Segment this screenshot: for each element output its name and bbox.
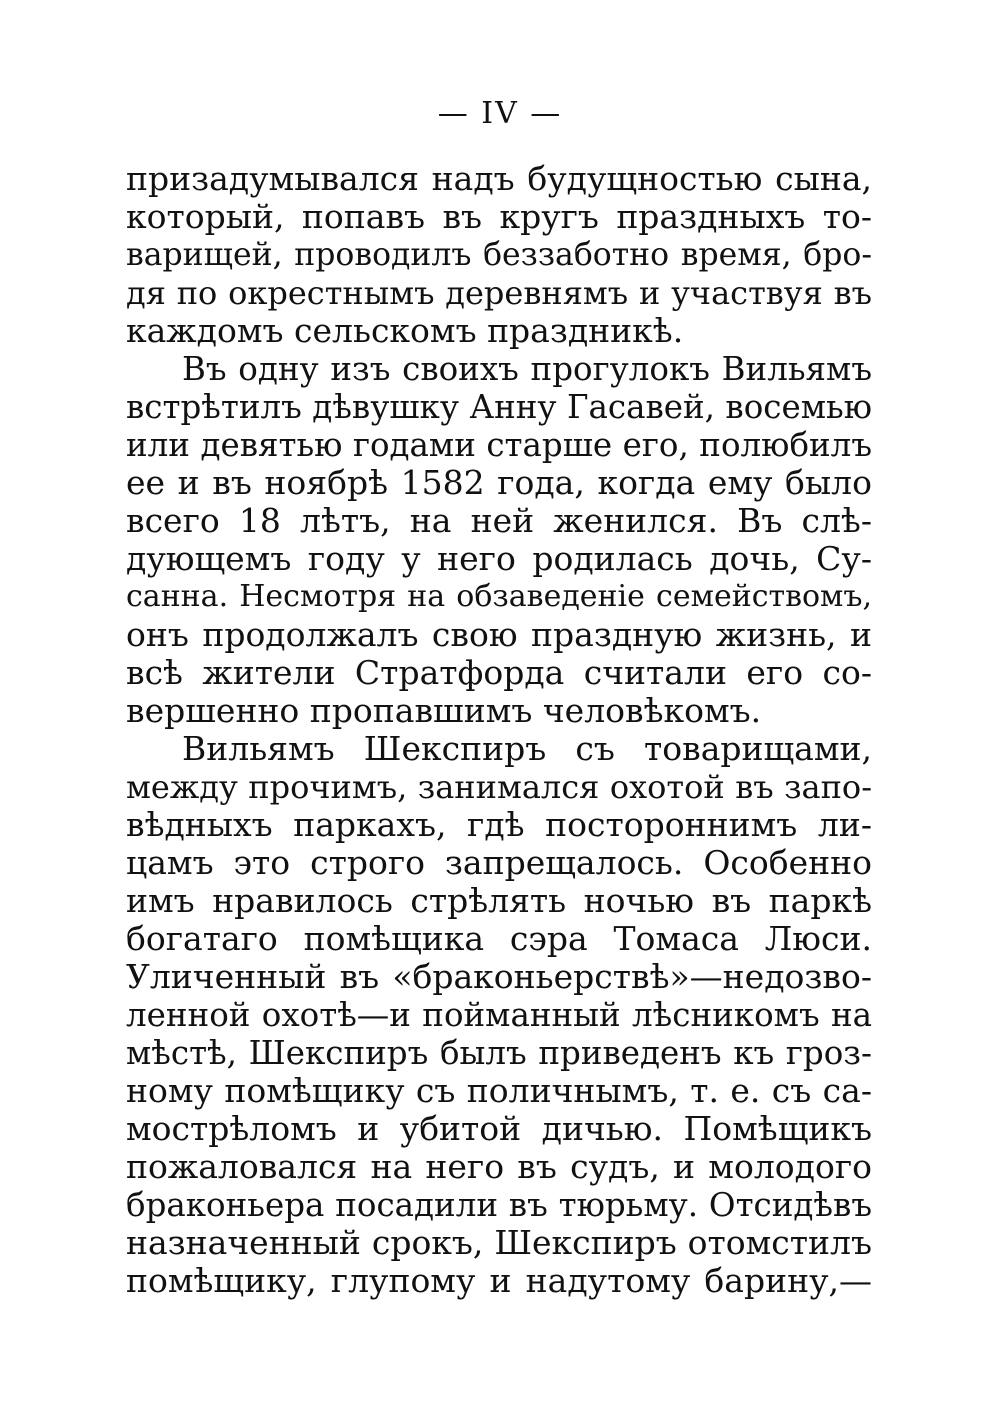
text-line: имъ нравилось стрѣлять ночью въ паркѣ xyxy=(126,881,872,920)
text-line: мѣстѣ, Шекспиръ былъ приведенъ къ гроз- xyxy=(126,1034,872,1072)
text-line: онъ продолжалъ свою праздную жизнь, и xyxy=(126,615,872,654)
text-line: встрѣтилъ дѣвушку Анну Гасавей, восемью xyxy=(126,388,872,426)
text-line: или девятью годами старше его, полюбилъ xyxy=(126,426,872,464)
text-line: цамъ это строго запрещалось. Особенно xyxy=(126,843,872,882)
body-text xyxy=(126,160,872,1300)
paragraph-1 xyxy=(126,160,872,350)
text-line: ее и въ ноябрѣ 1582 года, когда ему было xyxy=(126,463,872,502)
text-line: санна. Несмотря на обзаведеніе семействомъ, xyxy=(126,579,872,614)
paragraph-2 xyxy=(126,350,872,730)
text-line: ному помѣщику съ поличнымъ, т. е. съ са- xyxy=(126,1071,872,1110)
text-line: всего 18 лѣтъ, на ней женился. Въ слѣ- xyxy=(126,501,872,540)
text-line: вершенно пропавшимъ человѣкомъ. xyxy=(126,691,762,730)
text-line: браконьера посадили въ тюрьму. Отсидѣвъ xyxy=(126,1186,872,1224)
text-line: Вильямъ Шекспиръ съ товарищами, xyxy=(182,729,872,768)
text-line: помѣщику, глупому и надутому барину,— xyxy=(126,1261,872,1300)
text-line: назначенный срокъ, Шекспиръ отомстилъ xyxy=(126,1223,872,1262)
text-line: дя по окрестнымъ деревнямъ и участвуя въ xyxy=(126,274,872,312)
text-line: который, попавъ въ кругъ праздныхъ то- xyxy=(126,197,872,236)
text-line: пожаловался на него въ судъ, и молодого xyxy=(126,1147,872,1186)
page-number: — IV — xyxy=(437,96,563,131)
text-line: ленной охотѣ—и пойманный лѣсникомъ на xyxy=(126,996,872,1034)
text-line: мострѣломъ и убитой дичью. Помѣщикъ xyxy=(126,1109,872,1148)
text-line: призадумывался надъ будущностью сына, xyxy=(126,159,872,198)
paragraph-3 xyxy=(126,730,872,1300)
text-line: Уличенный въ «браконьерствѣ»—недозво- xyxy=(126,957,872,996)
text-line: каждомъ сельскомъ праздникѣ. xyxy=(126,311,684,350)
text-line: Въ одну изъ своихъ прогулокъ Вильямъ xyxy=(182,350,872,388)
text-line: всѣ жители Стратфорда считали его со- xyxy=(126,653,872,692)
text-line: богатаго помѣщика сэра Томаса Люси. xyxy=(126,919,872,958)
text-line: вѣдныхъ паркахъ, гдѣ постороннимъ ли- xyxy=(126,805,872,844)
text-line: дующемъ году у него родилась дочь, Су- xyxy=(126,539,872,578)
text-line: между прочимъ, занимался охотой въ запо- xyxy=(126,768,872,806)
text-line: варищей, проводилъ беззаботно время, бро- xyxy=(126,237,872,273)
